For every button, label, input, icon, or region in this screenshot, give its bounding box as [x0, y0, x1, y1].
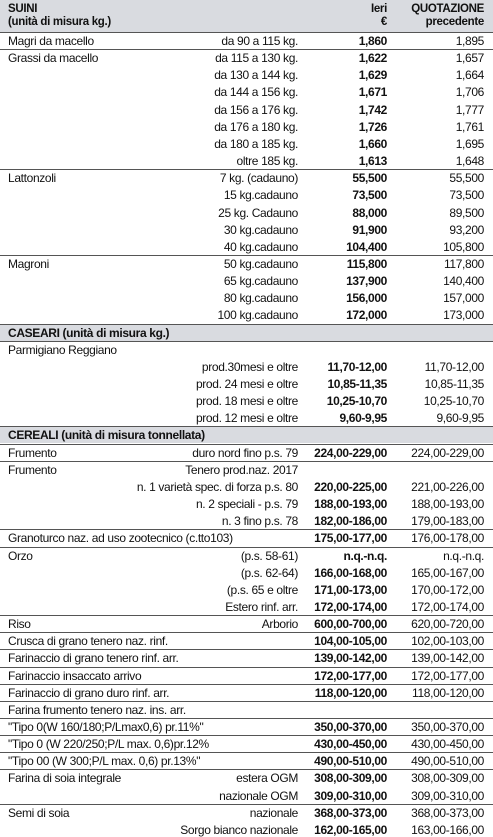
row-value-precedente: 93,200 — [449, 222, 484, 237]
row-rule — [0, 444, 493, 445]
row-rule — [0, 649, 493, 650]
row-value-precedente: 105,800 — [443, 239, 484, 254]
row-rule — [0, 735, 493, 736]
row-value-precedente: 117,800 — [443, 257, 484, 271]
row-value-precedente: 224,00-229,00 — [411, 445, 484, 460]
row-detail: 100 kg.cadauno — [217, 308, 298, 323]
row-value-precedente: 55,500 — [449, 171, 484, 186]
row-value-ieri: 156,000 — [346, 291, 387, 306]
row-value-precedente: 10,25-10,70 — [423, 394, 484, 409]
header-title: SUINI — [8, 3, 38, 15]
row-value-precedente: 73,500 — [449, 188, 484, 203]
header-col-ieri: Ieri — [370, 3, 387, 15]
row-rule — [0, 461, 493, 462]
row-detail: duro nord fino p.s. 79 — [192, 445, 298, 460]
row-value-precedente: 368,00-373,00 — [411, 805, 484, 820]
row-detail: Arborio — [261, 617, 298, 632]
row-detail: 65 kg.cadauno — [223, 274, 298, 289]
row-value-precedente: 350,00-370,00 — [411, 720, 484, 734]
row-label: "Tipo 00 (W 300;P/L max. 0,6) pr.13%" — [8, 754, 201, 769]
row-label: Farinaccio insaccato arrivo — [8, 668, 142, 683]
row-detail: 7 kg. (cadauno) — [219, 171, 298, 186]
row-value-ieri: 139,00-142,00 — [314, 651, 387, 666]
row-value-precedente: 490,00-510,00 — [411, 754, 484, 769]
row-detail: 15 kg.cadauno — [223, 188, 298, 203]
row-rule — [0, 804, 493, 805]
row-value-ieri: 1,671 — [358, 85, 387, 100]
row-value-ieri: 172,00-177,00 — [314, 668, 387, 683]
row-label: Lattonzoli — [8, 171, 56, 186]
row-value-precedente: 176,00-178,00 — [411, 531, 484, 546]
row-rule — [0, 169, 493, 170]
row-value-precedente: 10,85-11,35 — [424, 377, 484, 391]
row-value-ieri: 430,00-450,00 — [314, 737, 387, 752]
row-value-ieri: 600,00-700,00 — [314, 617, 387, 632]
row-value-precedente: 1,706 — [455, 85, 484, 100]
row-value-ieri: 166,00-168,00 — [314, 565, 387, 580]
row-detail: nazionale — [249, 805, 298, 820]
row-detail: da 90 a 115 kg. — [221, 34, 298, 48]
row-rule — [0, 341, 493, 342]
row-value-ieri: 10,25-10,70 — [326, 394, 387, 409]
row-detail: (p.s. 58-61) — [240, 548, 298, 563]
row-label: "Tipo 0(W 160/180;P/Lmax0,6) pr.11%" — [8, 720, 204, 734]
row-detail: 80 kg.cadauno — [223, 291, 298, 306]
row-detail: da 156 a 176 kg. — [214, 102, 298, 117]
row-detail: da 180 a 185 kg. — [214, 136, 298, 151]
row-rule — [0, 752, 493, 753]
row-value-ieri: 88,000 — [352, 205, 387, 220]
row-rule — [0, 49, 493, 50]
row-label: Grassi da macello — [8, 51, 99, 66]
row-value-ieri: 368,00-373,00 — [314, 805, 387, 820]
row-label: Crusca di grano tenero naz. rinf. — [8, 634, 168, 649]
row-value-precedente: 118,00-120,00 — [412, 685, 484, 700]
row-value-precedente: 11,70-12,00 — [424, 359, 484, 374]
row-detail: prod. 12 mesi e oltre — [195, 411, 298, 426]
row-value-ieri: 11,70-12,00 — [327, 359, 387, 374]
section-divider — [0, 324, 493, 325]
row-value-precedente: 1,648 — [455, 154, 484, 169]
row-value-ieri: 309,00-310,00 — [314, 788, 387, 803]
row-label: Farinaccio di grano tenero rinf. arr. — [8, 651, 179, 666]
row-rule — [0, 684, 493, 685]
row-detail: n. 1 varietà spec. di forza p.s. 80 — [136, 479, 298, 494]
row-rule — [0, 529, 493, 530]
row-label: Magri da macello — [8, 34, 94, 48]
row-label: Parmigiano Reggiano — [8, 342, 117, 357]
row-detail: prod.30mesi e oltre — [201, 359, 298, 374]
row-value-ieri: 9,60-9,95 — [339, 411, 387, 426]
header-col-euro: € — [380, 16, 387, 28]
row-detail: 40 kg.cadauno — [223, 239, 298, 254]
row-value-ieri: 10,85-11,35 — [327, 377, 387, 391]
section-title: CASEARI (unità di misura kg.) — [8, 325, 170, 340]
row-detail: n. 2 speciali - p.s. 79 — [195, 497, 298, 511]
row-rule — [0, 632, 493, 633]
row-value-precedente: 1,895 — [455, 34, 484, 48]
row-detail: da 144 a 156 kg. — [214, 85, 298, 100]
header-unit: (unità di misura kg.) — [8, 16, 111, 28]
row-value-ieri: 1,660 — [358, 136, 387, 151]
row-value-ieri: 172,00-174,00 — [314, 599, 387, 614]
row-label: Frumento — [8, 445, 57, 460]
row-rule — [0, 701, 493, 702]
row-value-ieri: n.q.-n.q. — [343, 548, 387, 563]
row-value-precedente: 1,695 — [455, 136, 484, 151]
row-value-ieri: 172,000 — [346, 308, 387, 323]
row-value-ieri: 55,500 — [352, 171, 387, 186]
row-value-ieri: 162,00-165,00 — [314, 822, 387, 837]
row-detail: 25 kg. Cadauno — [218, 205, 298, 220]
row-value-precedente: 309,00-310,00 — [411, 788, 484, 803]
row-label: Magroni — [8, 257, 49, 271]
row-value-ieri: 1,860 — [358, 34, 387, 48]
row-value-precedente: 172,00-177,00 — [411, 668, 484, 683]
row-detail: da 176 a 180 kg. — [214, 119, 298, 134]
row-value-precedente: 1,777 — [455, 102, 484, 117]
header-col-precedente: precedente — [425, 16, 484, 28]
row-value-precedente: 1,657 — [455, 51, 484, 66]
row-value-precedente: 1,664 — [455, 68, 484, 83]
row-detail: nazionale OGM — [219, 788, 298, 803]
row-detail: prod. 18 mesi e oltre — [195, 394, 298, 409]
row-label: Riso — [8, 617, 31, 632]
row-value-precedente: n.q.-n.q. — [443, 548, 484, 563]
row-value-ieri: 91,900 — [352, 222, 387, 237]
section-divider — [0, 426, 493, 427]
row-detail: Estero rinf. arr. — [225, 599, 298, 614]
row-value-ieri: 220,00-225,00 — [314, 479, 387, 494]
row-detail: 50 kg.cadauno — [223, 257, 298, 271]
row-value-precedente: 170,00-172,00 — [411, 582, 484, 597]
row-value-precedente: 9,60-9,95 — [436, 411, 484, 426]
row-value-ieri: 490,00-510,00 — [314, 754, 387, 769]
row-value-precedente: 308,00-309,00 — [411, 771, 484, 786]
row-detail: da 130 a 144 kg. — [214, 68, 298, 83]
row-detail: oltre 185 kg. — [236, 154, 298, 169]
row-value-precedente: 620,00-720,00 — [411, 617, 484, 632]
row-detail: da 115 a 130 kg. — [215, 51, 298, 66]
row-label: "Tipo 0 (W 220/250;P/L max. 0,6)pr.12% — [8, 737, 209, 752]
row-detail: estera OGM — [236, 771, 298, 786]
row-value-ieri: 1,742 — [358, 102, 387, 117]
row-value-precedente: 140,400 — [443, 274, 484, 289]
row-value-precedente: 163,00-166,00 — [411, 822, 484, 837]
row-value-ieri: 115,800 — [346, 257, 387, 271]
header-col-quotazione: QUOTAZIONE — [411, 3, 484, 15]
row-value-precedente: 157,000 — [443, 291, 484, 306]
row-value-ieri: 1,726 — [358, 119, 387, 134]
row-value-precedente: 89,500 — [449, 205, 484, 220]
row-value-precedente: 173,000 — [443, 308, 484, 323]
row-detail: prod. 24 mesi e oltre — [195, 377, 298, 391]
row-value-precedente: 172,00-174,00 — [411, 599, 484, 614]
row-value-ieri: 175,00-177,00 — [314, 531, 387, 546]
row-label: Frumento — [8, 462, 57, 477]
row-rule — [0, 667, 493, 668]
row-label: Orzo — [8, 548, 33, 563]
row-value-precedente: 430,00-450,00 — [411, 737, 484, 752]
row-label: Granoturco naz. ad uso zootecnico (c.tto103) — [8, 531, 233, 546]
row-label: Farina di soia integrale — [8, 771, 122, 786]
row-rule — [0, 255, 493, 256]
row-rule — [0, 769, 493, 770]
row-value-ieri: 104,00-105,00 — [314, 634, 387, 649]
row-value-precedente: 221,00-226,00 — [411, 479, 484, 494]
row-rule — [0, 718, 493, 719]
row-rule — [0, 547, 493, 548]
row-value-precedente: 139,00-142,00 — [411, 651, 484, 666]
row-value-precedente: 188,00-193,00 — [411, 497, 484, 511]
row-value-ieri: 171,00-173,00 — [314, 582, 387, 597]
row-value-ieri: 137,900 — [346, 274, 387, 289]
row-detail: (p.s. 65 e oltre — [226, 582, 298, 597]
row-value-ieri: 1,613 — [358, 154, 387, 169]
row-detail: Sorgo bianco nazionale — [180, 822, 298, 837]
row-value-ieri: 308,00-309,00 — [314, 771, 387, 786]
row-detail: Tenero prod.naz. 2017 — [185, 462, 298, 477]
row-value-precedente: 1,761 — [455, 119, 484, 134]
row-detail: n. 3 fino p.s. 78 — [221, 514, 298, 529]
row-value-ieri: 104,400 — [346, 239, 387, 254]
row-value-ieri: 224,00-229,00 — [314, 445, 387, 460]
row-label: Farina frumento tenero naz. ins. arr. — [8, 702, 186, 717]
row-value-precedente: 179,00-183,00 — [411, 514, 484, 529]
row-detail: 30 kg.cadauno — [223, 222, 298, 237]
row-value-ieri: 1,622 — [358, 51, 387, 66]
row-value-precedente: 102,00-103,00 — [411, 634, 484, 649]
row-value-ieri: 350,00-370,00 — [314, 720, 387, 734]
row-value-ieri: 188,00-193,00 — [314, 497, 387, 511]
row-label: Semi di soia — [8, 805, 70, 820]
row-detail: (p.s. 62-64) — [240, 565, 298, 580]
row-value-ieri: 73,500 — [352, 188, 387, 203]
row-value-ieri: 182,00-186,00 — [314, 514, 387, 529]
section-title: CEREALI (unità di misura tonnellata) — [8, 428, 205, 443]
row-label: Farinaccio di grano duro rinf. arr. — [8, 685, 170, 700]
row-value-ieri: 1,629 — [358, 68, 387, 83]
row-rule — [0, 615, 493, 616]
row-value-ieri: 118,00-120,00 — [314, 685, 387, 700]
row-value-precedente: 165,00-167,00 — [411, 565, 484, 580]
row-rule — [0, 32, 493, 33]
